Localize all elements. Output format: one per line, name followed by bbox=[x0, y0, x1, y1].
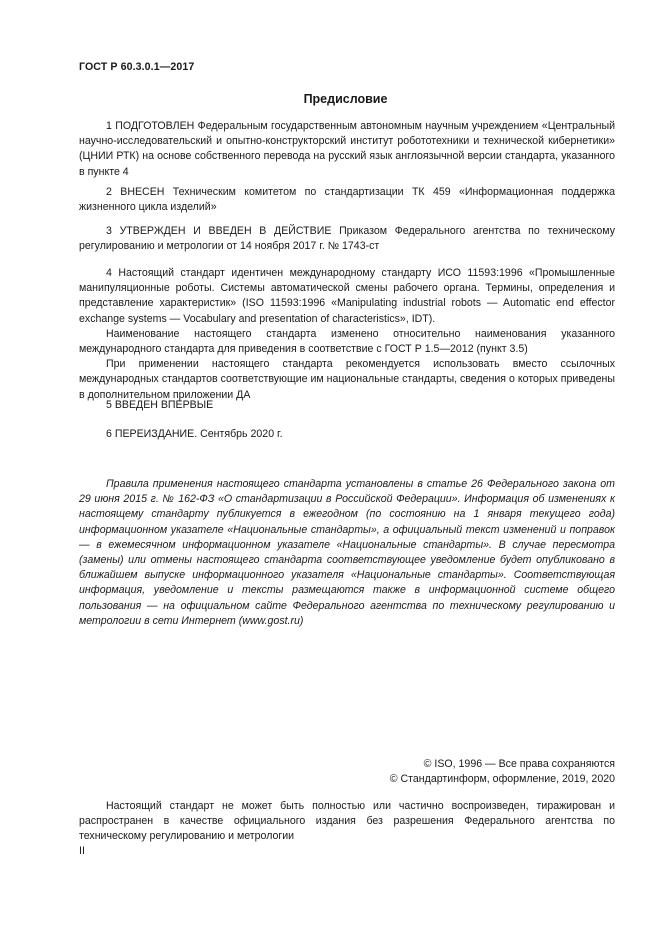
preface-paragraph: 2 ВНЕСЕН Техническим комитетом по стандартизации ТК 459 «Информационная поддержка жизненного цикла изделий» bbox=[79, 186, 615, 214]
copyright-line: © ISO, 1996 — Все права сохраняются bbox=[423, 758, 615, 770]
preface-item-1 bbox=[79, 119, 615, 180]
preface-item-3 bbox=[79, 224, 615, 254]
note-text: Правила применения настоящего стандарта установлены в статье 26 Федерального закона от 29 июня 2015 г. № 162-ФЗ «О стандартизации в Российской Федерации». Информация об изменениях к настоящему стандарту публикуется в ежегодном (по состоянию на 1 января текущего года) информационном указателе «Национальные стандарты», а официальный текст изменений и поправок — в ежемесячном информационном указателе «Национальные стандарты». В случае пересмотра (замены) или отмены настоящего стандарта соответствующее уведомление будет опубликовано в ближайшем выпуске информационного указателя «Национальные стандарты». Соответствующая информация, уведомление и тексты размещаются также в информационной системе общего пользования — на официальном сайте Федерального агентства по техническому регулированию и метрологии в сети Интернет (www.gost.ru) bbox=[79, 478, 615, 627]
preface-paragraph: При применении настоящего стандарта рекомендуется использовать вместо ссылочных международных стандартов соответствующие им национальные стандарты, сведения о которых приведены в дополнительном приложении ДА bbox=[79, 358, 615, 401]
page-title: Предисловие bbox=[303, 92, 388, 106]
preface-paragraph: 1 ПОДГОТОВЛЕН Федеральным государственным автономным научным учреждением «Центральный научно-исследовательский и опытно-конструкторский институт робототехники и технической кибернетики» (ЦНИИ РТК) на основе собственного перевода на русский язык англоязычной версии стандарта, указанного в пункте 4 bbox=[79, 120, 615, 178]
legal-text: Настоящий стандарт не может быть полностью или частично воспроизведен, тиражирован и распространен в качестве официального издания без разрешения Федерального агентства по техническому регулированию и метрологии bbox=[79, 800, 615, 843]
legal-note bbox=[79, 477, 615, 629]
preface-paragraph: 4 Настоящий стандарт идентичен международному стандарту ИСО 11593:1996 «Промышленные манипуляционные роботы. Системы автоматической смены рабочего органа. Термины, определения и представление характеристик» (ISO 11593:1996 «Manipulating industrial robots — Automatic end effector exchange systems — Vocabulary and presentation of characteristics», IDT). bbox=[79, 267, 615, 325]
preface-paragraph: 6 ПЕРЕИЗДАНИЕ. Сентябрь 2020 г. bbox=[106, 428, 283, 440]
reproduction-notice bbox=[79, 799, 615, 845]
preface-item-2 bbox=[79, 185, 615, 215]
preface-item-6 bbox=[79, 427, 615, 442]
page-number: II bbox=[79, 845, 85, 857]
preface-paragraph: 3 УТВЕРЖДЕН И ВВЕДЕН В ДЕЙСТВИЕ Приказом Федерального агентства по техническому регулированию и метрологии от 14 ноября 2017 г. № 1743-ст bbox=[79, 225, 615, 253]
preface-item-5 bbox=[79, 398, 615, 413]
copyright-block bbox=[390, 757, 615, 787]
preface-item-4 bbox=[79, 266, 615, 403]
preface-paragraph: Наименование настоящего стандарта изменено относительно наименования указанного международного стандарта для приведения в соответствие с ГОСТ Р 1.5—2012 (пункт 3.5) bbox=[79, 327, 615, 356]
preface-paragraph: 5 ВВЕДЕН ВПЕРВЫЕ bbox=[106, 399, 214, 411]
copyright-line: © Стандартинформ, оформление, 2019, 2020 bbox=[389, 773, 615, 786]
standard-id: ГОСТ Р 60.3.0.1—2017 bbox=[79, 61, 195, 73]
